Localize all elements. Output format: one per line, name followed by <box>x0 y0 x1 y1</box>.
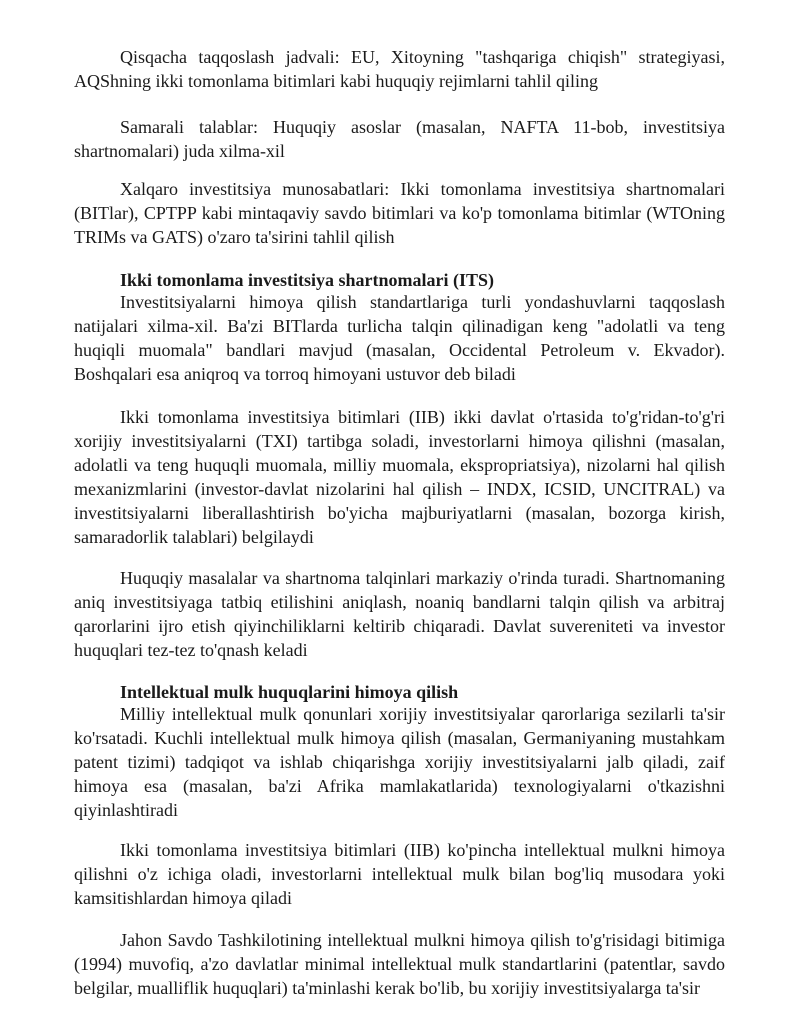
paragraph-national-ip-laws: Milliy intellektual mulk qonunlari xorijiy investitsiyalar qarorlariga sezilarli ta'sir ko'rsatadi. Kuchli intellektual mulk himoya qilish (masalan, Germaniyaning mustahkam patent tizimi) tadqiqot va ishlab chiqarishga xorijiy investitsiyalarni jalb qiladi, zaif himoya esa (masalan, ba'zi Afrika mamlakatlarida) texnologiyalarni o'tkazishni qiyinlashtiradi <box>74 704 725 820</box>
paragraph-comparison-table: Qisqacha taqqoslash jadvali: EU, Xitoyning "tashqariga chiqish" strategiyasi, AQShning ikki tomonlama bitimlari kabi huquqiy rejimlarni tahlil qiling <box>74 47 725 91</box>
paragraph-effective-requirements: Samarali talablar: Huquqiy asoslar (masalan, NAFTA 11-bob, investitsiya shartnomalari) juda xilma-xil <box>74 117 725 161</box>
paragraph-iib-ip-protection: Ikki tomonlama investitsiya bitimlari (IIB) ko'pincha intellektual mulkni himoya qilishni o'z ichiga oladi, investorlarni intellektual mulk bilan bog'liq musodara yoki kamsitishlardan himoya qiladi <box>74 840 725 908</box>
paragraph-protection-standards: Investitsiyalarni himoya qilish standartlariga turli yondashuvlarni taqqoslash natijalari xilma-xil. Ba'zi BITlarda turlicha talqin qilinadigan keng "adolatli va teng huqiqli muomala" bandlari mavjud (masalan, Occidental Petroleum v. Ekvador). Boshqalari esa aniqroq va torroq himoyani ustuvor deb biladi <box>74 292 725 384</box>
paragraph-bilateral-agreements: Ikki tomonlama investitsiya bitimlari (IIB) ikki davlat o'rtasida to'g'ridan-to'g'ri xorijiy investitsiyalarni (TXI) tartibga soladi, investorlarni himoya qilishni (masalan, adolatli va teng huquqli muomala, milliy muomala, ekspropriatsiya), nizolarni hal qilish mexanizmlarini (investor-davlat nizolarini hal qilish – INDX, ICSID, UNCITRAL) va investitsiyalarni liberallashtirish bo'yicha majburiyatlarni (masalan, bozorga kirish, samaradorlik talablari) belgilaydi <box>74 407 725 547</box>
paragraph-legal-issues: Huquqiy masalalar va shartnoma talqinlari markaziy o'rinda turadi. Shartnomaning aniq investitsiyaga tatbiq etilishini aniqlash, noaniq bandlarni talqin qilish va arbitraj qarorlarini ijro etish qiyinchiliklarni keltirib chiqaradi. Davlat suvereniteti va investor huquqlari tez-tez to'qnash keladi <box>74 568 725 660</box>
section-heading-bilateral-treaties: Ikki tomonlama investitsiya shartnomalari (ITS) <box>120 270 495 290</box>
paragraph-wto-trips: Jahon Savdo Tashkilotining intellektual mulkni himoya qilish to'g'risidagi bitimiga (1994) muvofiq, a'zo davlatlar minimal intellektual mulk standartlarini (patentlar, savdo belgilar, mualliflik huquqlari) ta'minlashi kerak bo'lib, bu xorijiy investitsiyalarga ta'sir <box>74 930 725 998</box>
paragraph-international-relations: Xalqaro investitsiya munosabatlari: Ikki tomonlama investitsiya shartnomalari (BITlar), CPTPP kabi mintaqaviy savdo bitimlari va ko'p tomonlama bitimlar (WTOning TRIMs va GATS) o'zaro ta'sirini tahlil qilish <box>74 179 725 247</box>
section-heading-ip-protection: Intellektual mulk huquqlarini himoya qilish <box>120 682 459 702</box>
